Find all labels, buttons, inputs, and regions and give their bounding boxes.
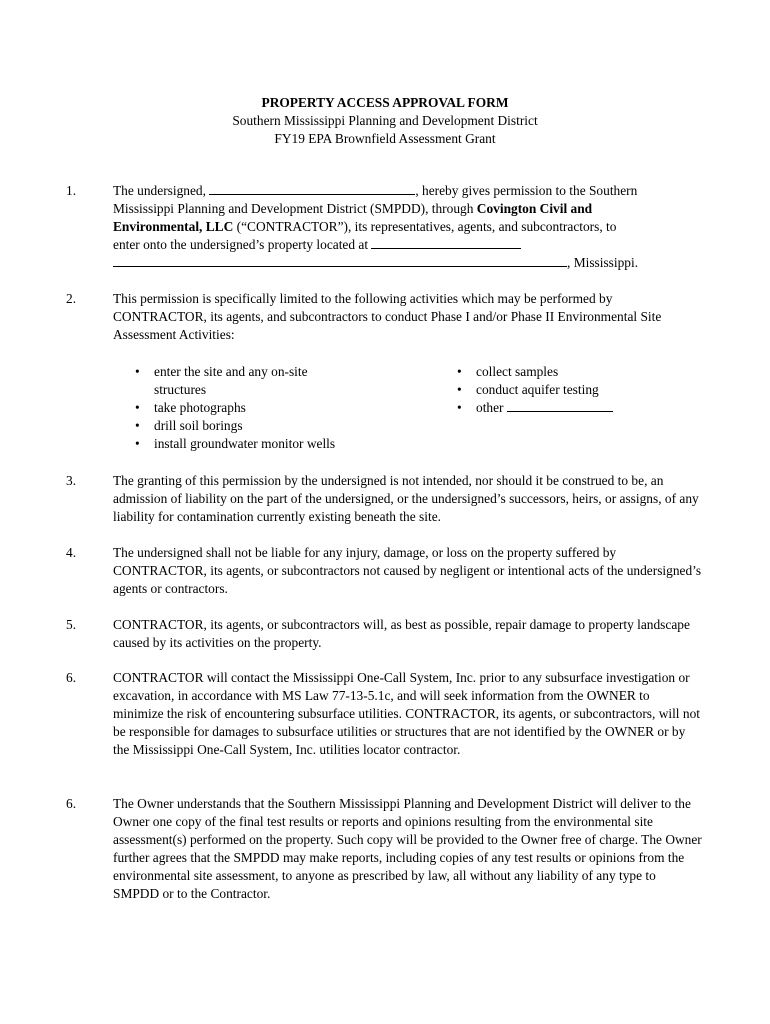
- activity-item: [131, 363, 361, 399]
- activity-label: collect samples: [476, 364, 559, 379]
- property-location-blank-2[interactable]: [113, 254, 567, 267]
- activity-item: [131, 417, 361, 435]
- clause-number: 4.: [66, 545, 77, 560]
- activity-item: [453, 399, 673, 417]
- activity-label: drill soil borings: [154, 418, 243, 433]
- bullet-icon: •: [135, 364, 140, 379]
- clause-5-text: CONTRACTOR, its agents, or subcontractors will, as best as possible, repair damage to property landscape caused by its activities on the property.: [113, 617, 690, 650]
- clause-1-text-part: The undersigned,: [113, 183, 210, 198]
- contractor-name-cont: Environmental, LLC: [113, 219, 234, 234]
- form-header: [0, 94, 770, 148]
- activity-item: [131, 435, 361, 453]
- activity-label: conduct aquifer testing: [476, 382, 599, 397]
- activity-label: take photographs: [154, 400, 246, 415]
- activity-label: other: [476, 400, 507, 415]
- bullet-icon: •: [457, 400, 462, 415]
- clause-1-text-part: Mississippi Planning and Development District (SMPDD), through: [113, 201, 477, 216]
- activity-item: [131, 399, 361, 417]
- bullet-icon: •: [457, 364, 462, 379]
- clause-number: 6.: [66, 796, 77, 811]
- clause-1-text-part: enter onto the undersigned’s property located at: [113, 237, 372, 252]
- clause-6-text: CONTRACTOR will contact the Mississippi One-Call System, Inc. prior to any subsurface investigation or excavation, in accordance with MS Law 77-13-5.1c, and will seek information from the OWNER to minimize the risk of encountering subsurface utilities. CONTRACTOR, its agents, or subcontractors, will not be responsible for damages to subsurface utilities or structures that are not identified by the OWNER or by the Mississippi One-Call System, Inc. utilities locator contractor.: [113, 670, 700, 757]
- activities-list-right: [453, 363, 673, 417]
- undersigned-name-blank[interactable]: [209, 182, 415, 195]
- form-subtitle-district: Southern Mississippi Planning and Development District: [232, 113, 538, 128]
- clause-1-text-part: , Mississippi.: [567, 255, 639, 270]
- clause-2-text: This permission is specifically limited to the following activities which may be performed by CONTRACTOR, its agents, and subcontractors to conduct Phase I and/or Phase II Environmental Site Assessment Activities:: [113, 291, 662, 342]
- other-activity-blank[interactable]: [507, 399, 613, 412]
- bullet-icon: •: [135, 436, 140, 451]
- contractor-name: Covington Civil and: [476, 201, 593, 216]
- clause-3-text: The granting of this permission by the undersigned is not intended, nor should it be construed to be, an admission of liability on the part of the undersigned, or the undersigned’s successors, heirs, or assigns, of any liability for contamination currently existing beneath the site.: [113, 473, 699, 524]
- clause-number: 2.: [66, 291, 77, 306]
- bullet-icon: •: [457, 382, 462, 397]
- activity-item: [453, 381, 673, 399]
- clause-4-text: The undersigned shall not be liable for any injury, damage, or loss on the property suffered by CONTRACTOR, its agents, or subcontractors not caused by negligent or intentional acts of the undersigned’s agents or contractors.: [113, 545, 702, 596]
- property-location-blank[interactable]: [371, 236, 521, 249]
- activity-label: install groundwater monitor wells: [154, 436, 336, 451]
- bullet-icon: •: [135, 400, 140, 415]
- clause-number: 5.: [66, 617, 77, 632]
- clause-6b-text: The Owner understands that the Southern Mississippi Planning and Development District will deliver to the Owner one copy of the final test results or reports and opinions resulting from the environmental site assessment(s) performed on the property. Such copy will be provided to the Owner free of charge. The Owner further agrees that the SMPDD may make reports, including copies of any test results or opinions from the environmental site assessment, to anyone as prescribed by law, all without any liability of any type to SMPDD or to the Contractor.: [113, 796, 702, 901]
- activity-label: enter the site and any on-site structures: [154, 364, 308, 397]
- clause-1-text: [113, 182, 703, 272]
- clause-number: 6.: [66, 670, 77, 685]
- bullet-icon: •: [135, 418, 140, 433]
- clause-1-text-part: , hereby gives permission to the Southern: [415, 183, 638, 198]
- clause-number: 3.: [66, 473, 77, 488]
- form-subtitle-grant: FY19 EPA Brownfield Assessment Grant: [274, 131, 496, 146]
- clause-1-text-part: (“CONTRACTOR”), its representatives, agents, and subcontractors, to: [233, 219, 617, 234]
- activities-list-left: [131, 363, 361, 453]
- activity-item: [453, 363, 673, 381]
- form-title: PROPERTY ACCESS APPROVAL FORM: [261, 95, 509, 110]
- clause-number: 1.: [66, 183, 77, 198]
